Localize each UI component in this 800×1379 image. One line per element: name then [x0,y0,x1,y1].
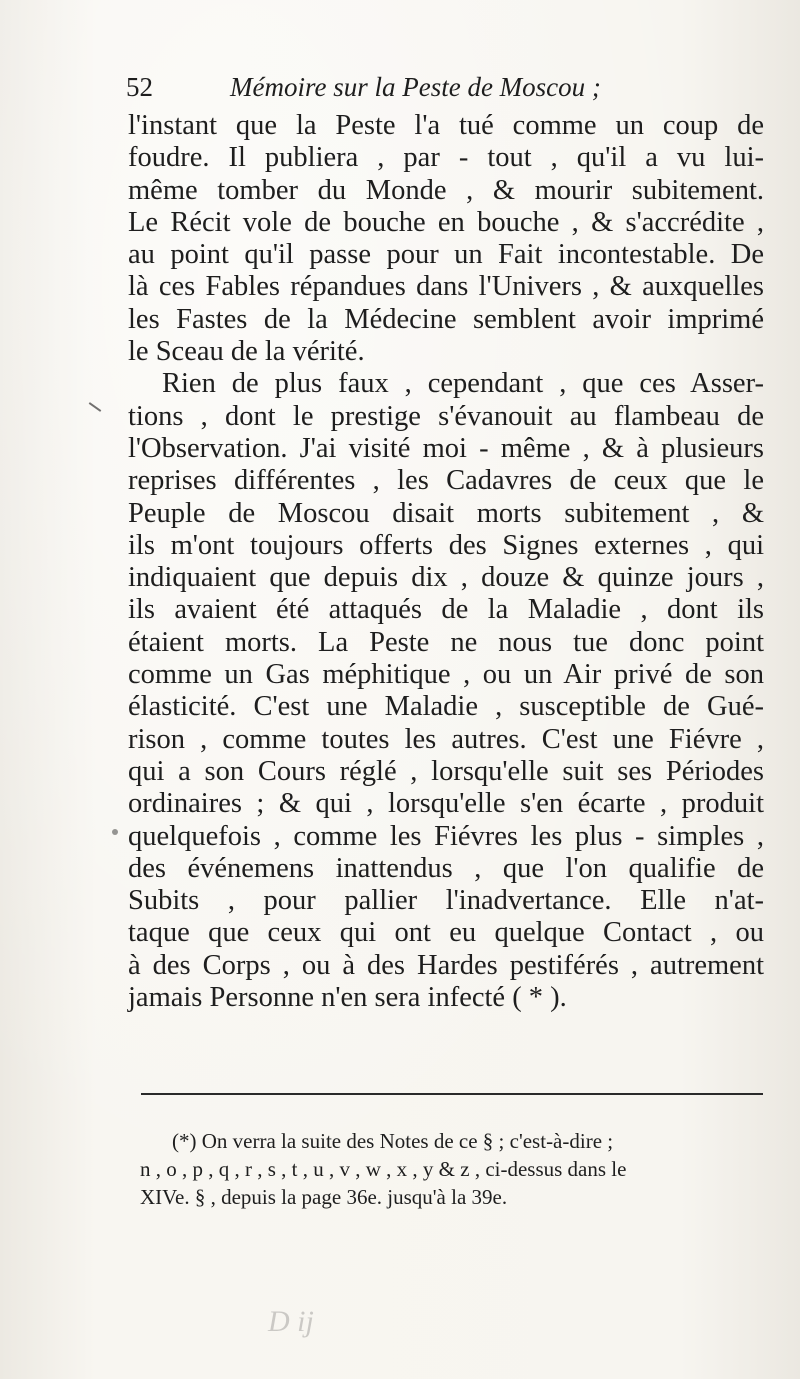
text-line: taque que ceux qui ont eu quelque Contact , ou [128,917,764,949]
text-line: ils avaient été attaqués de la Maladie , dont ils [128,594,764,626]
text-line: élasticité. C'est une Maladie , susceptible de Gué- [128,691,764,723]
footnote-line: XIVe. § , depuis la page 36e. jusqu'à la 39e. [140,1185,508,1209]
footnote-line: (*) On verra la suite des Notes de ce § ; c'est-à-dire ; [172,1129,614,1153]
text-line: les Fastes de la Médecine semblent avoir imprimé [128,303,764,335]
text-line: indiquaient que depuis dix , douze & quinze jours , [128,562,764,594]
text-line: qui a son Cours réglé , lorsqu'elle suit ses Périodes [128,755,764,787]
text-line-paragraph-start: Rien de plus faux , cependant , que ces Asser- [162,368,764,400]
body-text [128,110,764,1014]
text-line: reprises différentes , les Cadavres de ceux que le [128,465,764,497]
text-line: ordinaires ; & qui , lorsqu'elle s'en écarte , produit [128,788,764,820]
footnote-rule [141,1093,763,1095]
page-number: 52 [126,72,153,102]
text-line: comme un Gas méphitique , ou un Air privé de son [128,659,764,691]
text-line-paragraph-end: jamais Personne n'en sera infecté ( * ). [128,982,567,1014]
page-header [126,72,652,112]
text-line: quelquefois , comme les Fiévres les plus - simples , [128,820,764,852]
signature-mark: D ij [268,1305,314,1338]
text-line: des événemens inattendus , que l'on qualifie de [128,852,764,884]
text-line: là ces Fables répandues dans l'Univers , & auxquelles [128,271,764,303]
text-line: Subits , pour pallier l'inadvertance. Elle n'at- [128,885,764,917]
margin-mark [89,402,102,412]
text-line: même tomber du Monde , & mourir subitement. [128,174,764,206]
text-line: Le Récit vole de bouche en bouche , & s'accrédite , [128,206,764,238]
text-line: à des Corps , ou à des Hardes pestiférés , autrement [128,949,764,981]
text-line: étaient morts. La Peste ne nous tue donc point [128,626,764,658]
text-line: foudre. Il publiera , par - tout , qu'il a vu lui- [128,142,764,174]
running-title: Mémoire sur la Peste de Moscou ; [230,72,601,102]
footnote [140,1127,768,1211]
text-line: tions , dont le prestige s'évanouit au flambeau de [128,400,764,432]
text-line: Peuple de Moscou disait morts subitement , & [128,497,764,529]
text-line-paragraph-end: le Sceau de la vérité. [128,336,365,368]
text-line: rison , comme toutes les autres. C'est une Fiévre , [128,723,764,755]
text-line: au point qu'il passe pour un Fait incontestable. De [128,239,764,271]
footnote-line: n , o , p , q , r , s , t , u , v , w , x , y & z , ci-dessus dans le [140,1157,627,1181]
text-line: ils m'ont toujours offerts des Signes externes , qui [128,529,764,561]
margin-dot [112,829,118,835]
text-line: l'Observation. J'ai visité moi - même , & à plusieurs [128,432,764,464]
text-line: l'instant que la Peste l'a tué comme un coup de [128,110,764,141]
